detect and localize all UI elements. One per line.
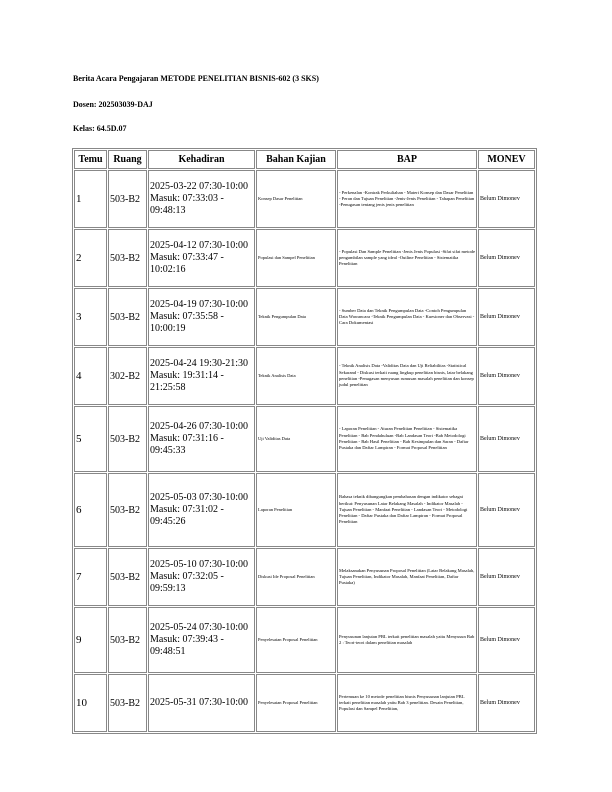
table-row [74,288,535,346]
cell-temu: 7 [74,548,107,606]
cell-kehadiran: 2025-05-10 07:30-10:00 Masuk: 07:32:05 - 09:59:13 [148,548,255,606]
cell-kehadiran: 2025-05-03 07:30-10:00 Masuk: 07:31:02 - 09:45:26 [148,473,255,547]
column-header-ruang: Ruang [108,150,147,169]
cell-bahan-kajian: Populasi dan Sampel Penelitian [256,229,336,287]
cell-monev: Belum Dimonev [478,473,535,547]
table-row [74,170,535,228]
cell-ruang: 503-B2 [108,548,147,606]
cell-bahan-kajian: Uji Validitas Data [256,406,336,472]
table-row [74,607,535,673]
cell-bap: Melaksanakan Penyusunan Proposal Penelitian (Latar Belakang Masalah, Tujuan Penelitian, Indikator Masalah, Manfaat Penelitian, Daftar Pustaka) [337,548,477,606]
cell-kehadiran: 2025-04-12 07:30-10:00 Masuk: 07:33:47 - 10:02:16 [148,229,255,287]
cell-bap: Penyusunan lanjutan PBL terkait penelitian masalah yaitu Menyusun Bab 2 : Teori-teori dalam penelitian masalah [337,607,477,673]
cell-temu: 3 [74,288,107,346]
cell-monev: Belum Dimonev [478,170,535,228]
cell-monev: Belum Dimonev [478,229,535,287]
cell-monev: Belum Dimonev [478,406,535,472]
table-row [74,406,535,472]
cell-bap: - Perkenalan -Kontrak Perkuliahan - Materi Konsep dan Dasar Penelitian - Peran dan Tujuan Penelitian -Jenis-Jenis Penelitian - Tahapan Penelitian -Penugasan tentang jenis jenis penelitian [337,170,477,228]
cell-bap: - Teknik Analisis Data -Validitas Data dan Uji Reliabilitas -Statistical Sekarand - Diskusi terkait ruang lingkup penelitian bisnis, latar belakang penelitian -Penugasan menyusun rumusan masalah penelitian dan konsep judul penelitian [337,347,477,405]
cell-ruang: 503-B2 [108,406,147,472]
cell-bahan-kajian: Konsep Dasar Penelitian [256,170,336,228]
cell-ruang: 503-B2 [108,473,147,547]
cell-bahan-kajian: Laporan Penelitian [256,473,336,547]
cell-monev: Belum Dimonev [478,347,535,405]
cell-bap: Bahasa teknik dibangungkan pembahasan dengan indikator sebagai berikut: Penyusunan Latar Belakang Masalah - Indikator Masalah - Tujuan Penelitian - Manfaat Penelitian - Landasan Teori - Metodologi Penelitian - Daftar Pustaka dan Daftar Lampiran - Format Proposal Penelitian [337,473,477,547]
table-row [74,229,535,287]
cell-temu: 9 [74,607,107,673]
cell-temu: 2 [74,229,107,287]
cell-temu: 6 [74,473,107,547]
cell-kehadiran: 2025-05-31 07:30-10:00 [148,674,255,732]
table-row [74,674,535,732]
cell-bap: - Populasi Dan Sample Penelitian -Jenis Jenis Populasi -Sifat sifat metode pengambilan sample yang ideal -Outline Penelitian - Sistematika Penelitian [337,229,477,287]
cell-bap: - Sumber Data dan Teknik Pengumpulan Data -Contoh Pengumpulan Data Wawancara -Teknik Pengumpulan Data - Kuesioner dan Observasi - Cara Dokumentasi [337,288,477,346]
document-title: Berita Acara Pengajaran METODE PENELITIAN BISNIS-602 (3 SKS) [73,74,319,83]
attendance-table [72,148,537,734]
cell-ruang: 503-B2 [108,288,147,346]
table-row [74,548,535,606]
lecturer-line: Dosen: 202503039-DAJ [73,100,153,109]
cell-kehadiran: 2025-04-24 19:30-21:30 Masuk: 19:31:14 - 21:25:58 [148,347,255,405]
cell-kehadiran: 2025-05-24 07:30-10:00 Masuk: 07:39:43 - 09:48:51 [148,607,255,673]
cell-kehadiran: 2025-04-26 07:30-10:00 Masuk: 07:31:16 - 09:45:33 [148,406,255,472]
cell-bahan-kajian: Diskusi Ide Proposal Penelitian [256,548,336,606]
cell-kehadiran: 2025-04-19 07:30-10:00 Masuk: 07:35:58 - 10:00:19 [148,288,255,346]
column-header-bahan-kajian: Bahan Kajian [256,150,336,169]
cell-monev: Belum Dimonev [478,548,535,606]
class-line: Kelas: 64.5D.07 [73,124,127,133]
cell-temu: 4 [74,347,107,405]
table-row [74,473,535,547]
table-row [74,347,535,405]
cell-ruang: 503-B2 [108,229,147,287]
column-header-kehadiran: Kehadiran [148,150,255,169]
cell-bahan-kajian: Penyelesaian Proposal Penelitian [256,674,336,732]
cell-kehadiran: 2025-03-22 07:30-10:00 Masuk: 07:33:03 - 09:48:13 [148,170,255,228]
column-header-temu: Temu [74,150,107,169]
table-header-row [74,150,535,169]
cell-bap: Pertemuan ke 10 metode penelitian bisnis Penyusunan lanjutan PBL terkait penelitian masalah yaitu Bab 3 penelitian. Desain Penelitian, Populasi dan Sampel Penelitian, [337,674,477,732]
cell-temu: 5 [74,406,107,472]
column-header-monev: MONEV [478,150,535,169]
cell-bahan-kajian: Penyelesaian Proposal Penelitian [256,607,336,673]
cell-temu: 10 [74,674,107,732]
cell-ruang: 503-B2 [108,170,147,228]
cell-bap: - Laporan Penelitian - Aturan Penelitian Penelitian - Sistematika Penelitian - Bab Pendahuluan -Bab Landasan Teori -Bab Metodologi Penelitian - Bab Hasil Penelitian - Bab Kesimpulan dan Saran - Daftar Pustaka dan Daftar Lampiran - Format Proposal Penelitian [337,406,477,472]
cell-bahan-kajian: Teknik Analisis Data [256,347,336,405]
column-header-bap: BAP [337,150,477,169]
cell-monev: Belum Dimonev [478,288,535,346]
cell-monev: Belum Dimonev [478,607,535,673]
cell-ruang: 503-B2 [108,607,147,673]
cell-ruang: 503-B2 [108,674,147,732]
cell-monev: Belum Dimonev [478,674,535,732]
cell-bahan-kajian: Teknik Pengumpulan Data [256,288,336,346]
cell-ruang: 302-B2 [108,347,147,405]
cell-temu: 1 [74,170,107,228]
